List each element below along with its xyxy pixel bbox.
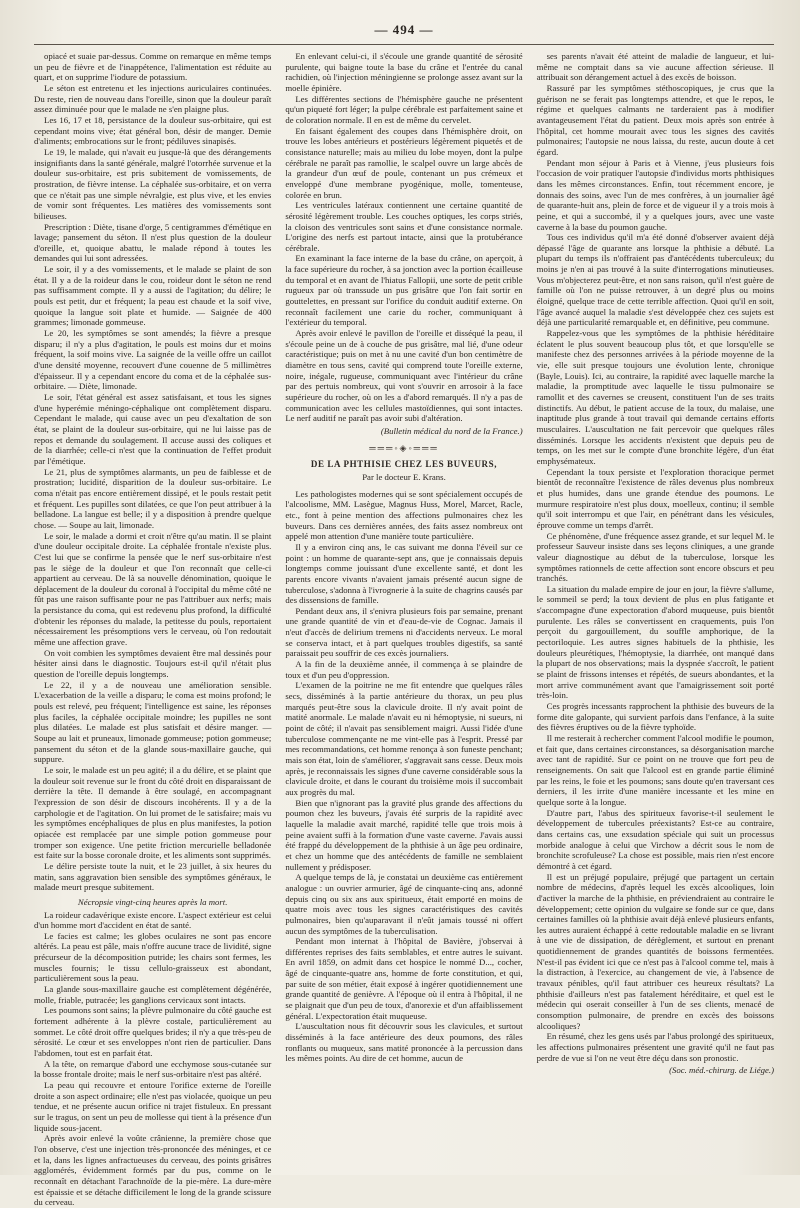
paragraph: Cependant la toux persiste et l'exploration thoracique permet bientôt de reconnaître l'existence de râles devenus plus nombreux et plus humides, dans une grande étendue des poumons. Le murmure respiratoire n'est plus doux, moelleux, continu; il semble qu'il soit interrompu et que l'air, en pénétrant dans les vésicules, éprouve comme un temps d'arrêt.: [536, 466, 774, 530]
paragraph: La peau qui recouvre et entoure l'orifice externe de l'oreille droite a son aspect ordinaire; elle n'est pas violacée, quoique un peu tendue, et ne présente aucun orifice ni trajet fistuleux. En pressant sur le tragus, on sent un peu de mollesse qui tient à la présence d'un liquide sous-jacent.: [34, 1080, 272, 1133]
column-left: [34, 51, 272, 1208]
article-title: DE LA PHTHISIE CHEZ LES BUVEURS,: [310, 459, 498, 470]
paragraph: D'autre part, l'abus des spiritueux favorise-t-il seulement le développement de tubercules préexistants? Est-ce au contraire, dans certains cas, une exsudation spéciale qui suit un processus morbide analogue à celui que Virchow a décrit sous le nom de bronchite scrofuleuse? La chose est possible, mais rien n'est encore démontré à cet égard.: [536, 807, 774, 871]
paragraph: L'examen de la poitrine ne me fit entendre que quelques râles secs, disséminés à la partie antérieure du thorax, un peu plus marqués peut-être sous la clavicule droite. Il n'y avait point de matité anormale. Le malade n'avait eu ni hémoptysie, ni sueurs, ni point de côté; il n'avait pas sensiblement maigri. Aussi l'idée d'une tuberculose commençante ne me vint-elle pas à l'esprit. Pressé par mes recommandations, cet homme renonça à son funeste penchant; mais son état, loin de s'améliorer, s'aggravait sans cesse. Deux mois après, je reconnaissais les signes d'une caverne considérable sous la clavicule droite, et dans le courant du troisième mois il succombait aux progrès du mal.: [285, 680, 523, 797]
paragraph: Il me resterait à rechercher comment l'alcool modifie le poumon, et fait que, dans certaines circonstances, sa désorganisation marche avec tant de rapidité. Sur ce point on ne trouve que fort peu de renseignements. On sait que l'alcool est en grande partie éliminé par les reins, le foie et les poumons; sans doute qu'en traversant ces derniers, il les irrite d'une manière incessante et les mine en quelque sorte à la longue.: [536, 733, 774, 807]
paragraph: En faisant également des coupes dans l'hémisphère droit, on trouve les lobes antérieurs et postérieurs légèrement piquetés et de consistance naturelle; mais au milieu du lobe moyen, dont la pulpe cérébrale ne paraît pas ramollie, le scalpel ouvre un large abcès de la grandeur d'un œuf de poule, contenant un pus crémeux et enveloppé d'une membrane pyogénique, molle, tomenteuse, colorée en brun.: [285, 125, 523, 200]
paragraph: Pendant mon internat à l'hôpital de Bavière, j'observai à différentes reprises des faits semblables, et entre autres le suivant. En avril 1859, on admit dans cet hospice le nommé D..., cocher, âgé de cinquante-quatre ans, homme de forte constitution, et qui, par suite de son métier, était exposé à ingérer quotidiennement une grande quantité de genièvre. A l'époque où il entra à l'hôpital, il ne se plaignait que d'un peu de toux, d'anorexie et d'un affaiblissement général. L'expectoration était muqueuse.: [285, 936, 523, 1021]
paragraph: L'auscultation nous fit découvrir sous les clavicules, et surtout disséminés à la face antérieure des deux poumons, des râles ronflants ou muqueux, sans matité prononcée à la percussion dans les mêmes points. Au dire de cet homme, aucun de: [285, 1021, 523, 1064]
paragraph: La roideur cadavérique existe encore. L'aspect extérieur est celui d'un homme mort d'accident en état de santé.: [34, 909, 272, 931]
page-header: [34, 22, 774, 45]
paragraph: Le facies est calme; les globes oculaires ne sont pas encore altérés. La peau est pâle, mais n'offre aucune trace de lividité, signe précurseur de la décomposition putride; les chairs sont fermes, les muscles fournis; le tissu cellulo-graisseux est abondant, particulièrement sous la peau.: [34, 930, 272, 984]
paragraph: En examinant la face interne de la base du crâne, on aperçoit, à la face supérieure du rocher, à sa jonction avec la portion écailleuse du temporal et en avant de l'hiatus Fallopii, une sorte de petit crible rugueux par où transsude un pus grisâtre que l'on fait sortir en gouttelettes, en pressant sur l'orifice du conduit auditif externe. On reconnaît facilement une carie du rocher, communiquant à l'extérieur du temporal.: [285, 253, 523, 328]
paragraph: Rappelez-vous que les symptômes de la phthisie héréditaire éclatent le plus souvent beaucoup plus tôt, et que lorsqu'elle se manifeste chez des personnes arrivées à la période moyenne de la vie, elle suit presque toujours une évolution lente, chronique (Bayle, Louis). Ici, au contraire, la rapidité avec laquelle marche la maladie, la promptitude avec laquelle le tissu pulmonaire se ramollit et des cavernes se creusent, constituent l'un de ses traits distinctifs. Au début, le patient accuse de la toux, du malaise, une inaptitude plus grande à tout travail qui demande certains efforts musculaires. L'auscultation ne fait percevoir que quelques râles disséminés. Lorsque les accidents n'existent que depuis peu de temps, on les met sur le compte d'une bronchite légère, d'un état emphysémateux.: [536, 328, 774, 466]
paragraph: En résumé, chez les gens usés par l'abus prolongé des spiritueux, les affections pulmonaires présentent une gravité qu'il ne faut pas perdre de vue si l'on ne veut être déçu dans son pronostic.: [536, 1031, 774, 1063]
article-abscess-case-part1: [34, 51, 271, 893]
paragraph: Les 16, 17 et 18, persistance de la douleur sus-orbitaire, qui est cependant moins vive; état général bon, désir de manger. Demie d'aliments; embrocations sur le front; pédiluves sinapisés.: [34, 114, 272, 147]
paragraph: A la tête, on remarque d'abord une ecchymose sous-cutanée sur la bosse frontale droite; mais le nerf sus-orbitaire n'est pas altéré.: [34, 1058, 272, 1080]
necropsy-subtitle: Nécropsie vingt-cinq heures après la mort.: [77, 896, 228, 907]
article-phthisis-part2: [537, 51, 774, 1063]
article-abscess-case-part2: [285, 51, 522, 424]
paragraph: Le soir, l'état général est assez satisfaisant, et tous les signes d'une hyperémie méningo-céphalique ont complètement disparu. Cependant le malade, qui cause avec un peu d'exaltation de son état, se plaint de la douleur sus-orbitaire, qui ne lui laisse pas de repos et demande du soulagement. Il accuse aussi des coliques et de la diarrhée; celle-ci n'est que la continuation de l'effet produit par l'émétique.: [34, 392, 272, 466]
article-byline: Par le docteur E. Krans.: [362, 471, 446, 482]
paragraph: Le soir, il y a des vomissements, et le malade se plaint de son état. Il y a de la roideur dans le cou, roideur dont le séton ne rend pas suffisamment compte. Il y a aussi de l'agitation; du délire; le pouls est petit, dur et fréquent; la peau est chaude et la soif vive, quoique la langue soit plate et humide. — Saignée de 400 grammes; limonade gommeuse.: [34, 264, 272, 328]
citation-bulletin: (Bulletin médical du nord de la France.): [380, 425, 523, 436]
paragraph: Ces progrès incessants rapprochent la phthisie des buveurs de la forme dite galopante, qui survient parfois dans l'enfance, à la suite des fièvres éruptives ou de la fièvre typhoïde.: [536, 701, 774, 733]
page-number: — 494 —: [374, 22, 434, 37]
column-middle: [285, 51, 522, 1161]
text-columns: [34, 51, 774, 1208]
paragraph: Le séton est entretenu et les injections auriculaires continuées. Du reste, rien de nouveau dans l'oreille, sinon que la douleur paraît assez diminuée pour que le malade ne s'en plaigne plus.: [34, 82, 272, 115]
paragraph: opiacé et suaie par-dessus. Comme on remarque en même temps un peu de fièvre et de l'inappétence, l'alimentation est réduite au quart, et on supprime l'iodure de potassium.: [34, 51, 272, 83]
paragraph: Ce phénomène, d'une fréquence assez grande, et sur lequel M. le professeur Sauveur insiste dans ses leçons cliniques, a une grande valeur diagnostique au début de la tuberculose, lorsque les symptômes rationnels de cette affection sont encore obscurs et peu tranchés.: [536, 530, 774, 584]
paragraph: Prescription : Diète, tisane d'orge, 5 centigrammes d'émétique en lavage; pansement du séton. Il n'est plus question de la douleur d'oreille, et, quoique abattu, le malade répond à toutes les demandes qui lui sont adressées.: [34, 221, 272, 264]
paragraph: Les pathologistes modernes qui se sont spécialement occupés de l'alcoolisme, MM. Lasègue, Magnus Huss, Morel, Marcet, Racle, etc., font à peine mention des affections pulmonaires chez les buveurs. Dans ces dernières années, des faits assez nombreux ont appelé mon attention d'une manière toute particulière.: [285, 488, 523, 542]
column-right: [537, 51, 774, 1161]
paragraph: Rassuré par les symptômes stéthoscopiques, je crus que la guérison ne se ferait pas longtemps attendre, et que le repos, le régime et quelques calmants ne tarderaient pas à modifier avantageusement l'état du patient. Deux mois après son entrée à l'hôpital, cet homme mourait avec tous les signes des cavités pulmonaires; l'autopsie ne nous laissa, du reste, aucun doute à cet égard.: [536, 82, 774, 157]
paragraph: Tous ces individus qu'il m'a été donné d'observer avaient déjà dépassé l'âge de quarante ans lorsque la phthisie a débuté. La plupart du temps ils n'offraient pas d'antécédents tuberculeux; du moins je n'en ai pas trouvé à la suite d'interrogations minutieuses. Vous m'objecterez peut-être, et non sans raison, qu'il n'est guère de famille où l'on ne puisse retrouver, à un degré plus ou moins éloigné, quelque trace de cette terrible affection. Quoi qu'il en soit, l'âge avancé auquel la maladie s'est développée chez ces sujets est déjà une particularité remarquable et, en définitive, peu commune.: [536, 232, 774, 328]
paragraph: Les ventricules latéraux contiennent une certaine quantité de sérosité légèrement trouble. Les couches optiques, les corps striés, la cloison des ventricules sont sains et d'une consistance normale. L'origine des nerfs est partout intacte, ainsi que la protubérance cérébrale.: [285, 200, 523, 253]
paragraph: Il y a environ cinq ans, le cas suivant me donna l'éveil sur ce point : un homme de quarante-sept ans, que je connaissais depuis longtemps comme jouissant d'une excellente santé, et dont les parents encore vivants n'avaient jamais présenté aucun signe de tuberculose, s'adonna à l'ivrognerie à la suite de chagrins causés par des dissensions de famille.: [285, 541, 523, 606]
paragraph: En enlevant celui-ci, il s'écoule une grande quantité de sérosité purulente, qui baigne toute la base du crâne et l'entrée du canal rachidien, où l'injection méningienne se prolonge assez avant sur la moelle épinière.: [285, 51, 523, 93]
paragraph: Les poumons sont sains; la plèvre pulmonaire du côté gauche est fortement adhérente à la plèvre costale, particulièrement au sommet. Le côté droit offre quelques brides; il n'y a que très-peu de sérosité. Le cœur et ses enveloppes n'ont rien de particulier. Dans l'abdomen, tout est en parfait état.: [34, 1005, 272, 1059]
paragraph: Après avoir enlevé la voûte crânienne, la première chose que l'on observe, c'est une injection très-prononcée des méninges, et ce et la, dans les lignes anfractueuses du cerveau, des points grisâtres agglomérés, évidemment formés par du pus, comme on le reconnaît en détachant l'arachnoïde de la pie-mère. La dure-mère est épaissie et se détache difficilement le long de la grande scissure du cerveau.: [34, 1133, 272, 1208]
paragraph: Le 22, il y a de nouveau une amélioration sensible. L'exacerbation de la veille a disparu; le coma est moins profond; le pouls est relevé, peu fréquent; l'intelligence est saine, les réponses plus faciles, la céphalée occipitale moindre; les pupilles ne sont plus dilatées. Le malade est plus satisfait et désire manger. — Soupe au lait et pruneaux, limonade gommeuse; potion gommeuse; pansement du séton et de la glande sous-maxillaire gauche, qui suppure.: [34, 679, 272, 765]
paragraph: Bien que n'ignorant pas la gravité plus grande des affections du poumon chez les buveurs, j'avais été surpris de la rapidité avec laquelle la maladie avait marché, rapidité telle que trois mois à peine avaient suffi à la formation d'une vaste caverne. J'avais aussi été frappé du développement de la phthisie à un âge peu ordinaire, et chez un homme que des antécédents de famille ne semblaient nullement y prédisposer.: [285, 797, 523, 872]
paragraph: Les différentes sections de l'hémisphère gauche ne présentent qu'un piqueté fort léger; la pulpe cérébrale est parfaitement saine et de coloration normale. Il en est de même du cervelet.: [285, 93, 523, 125]
paragraph: A la fin de la deuxième année, il commença à se plaindre de toux et d'un peu d'oppression.: [285, 659, 523, 680]
paragraph: Le délire persiste toute la nuit, et le 23 juillet, à six heures du matin, sans aggravation bien sensible des symptômes généraux, le malade meurt presque subitement.: [34, 860, 272, 893]
paragraph: Le 20, les symptômes se sont amendés; la fièvre a presque disparu; il n'y a plus d'agitation, le pouls est moins dur et moins fréquent, la soif moins vive. La saignée de la veille offre un caillot d'une densité moyenne, recouvert d'une couenne de 5 millimètres d'épaisseur. Il y a cependant encore du coma et de la céphalée sus-orbitaire. — Diète, limonade.: [34, 328, 272, 392]
paragraph: On voit combien les symptômes devaient être mal dessinés pour hésiter ainsi dans le diagnostic. Toujours est-il qu'il n'était plus question de l'oreille depuis longtemps.: [34, 647, 272, 680]
paragraph: Le 21, plus de symptômes alarmants, un peu de faiblesse et de prostration; lucidité, disparition de la douleur sus-orbitaire. Le coma n'était pas encore entièrement dissipé, et le pouls restait petit et fréquent. Les pupilles sont dilatées, ce que l'on peut attribuer à la belladone. La langue est belle; il y a disposition à prendre quelque chose. — Soupe au lait, limonade.: [34, 466, 272, 530]
paragraph: Le soir, le malade est un peu agité; il a du délire, et se plaint que la douleur soit revenue sur le front du côté droit en disparaissant de derrière la tête. Il demande à être soulagé, en accompagnant l'expression de son désir de discours incohérents. Il y a de la carphologie et de l'agitation. On lui promet de le satisfaire; mais vu les symptômes encéphaliques de plus en plus manifestes, la potion opiacée est remplacée par une simple potion gommeuse pour tromper son exigence. Une petite friction mercurielle belladonée est faite sur la bosse coronale droite, et les aliments sont supprimés.: [34, 764, 272, 861]
paragraph: Pendant deux ans, il s'enivra plusieurs fois par semaine, prenant une grande quantité de vin et d'eau-de-vie de Cognac. Jamais il n'eut d'accès de delirium tremens ni d'accidents nerveux. Le moral se conserva intact, et à part quelques troubles digestifs, sa santé paraissait peu souffrir de ces excès journaliers.: [285, 605, 523, 659]
paragraph: Après avoir enlevé le pavillon de l'oreille et disséqué la peau, il s'écoule peine un de à couche de pus grisâtre, mal lié, d'une odeur caractéristique; puis on met à nu une cavité d'un bon centimètre de diamètre en tous sens, cavité qui comprend toute l'oreille externe, noire, inégale, rugueuse, communiquant avec l'intérieur du crâne par des pertuis nombreux, qui vont s'ouvrir en arrosoir à la face supérieure du rocher, où on les a d'abord remarqués. Il n'y a pas de communication avec les cellules mastoïdiennes, qui sont intactes. Le nerf auditif ne paraît pas avoir subi d'altération.: [285, 328, 523, 424]
paragraph: Pendant mon séjour à Paris et à Vienne, j'eus plusieurs fois l'occasion de voir pratiquer l'autopsie d'individus morts phthisiques dans les mêmes circonstances. Enfin, tout récemment encore, je donnais des soins, avec l'un de mes confrères, à un journalier âgé de quarante-huit ans, plein de force et de vigueur il y a trois mois à peine, et qui a succombé, il y a quelques jours, avec une vaste caverne à la base du poumon gauche.: [536, 157, 774, 232]
citation-societe: (Soc. méd.-chirurg. de Liége.): [669, 1065, 774, 1076]
paragraph: Le 19, le malade, qui n'avait eu jusque-là que des dérangements insignifiants dans la santé générale, malgré l'otorrhée survenue et la douleur sus-orbitaire, est pris subitement de vomissements, de prostration, de fièvre intense. La céphalée sus-orbitaire, et on verra que ce n'était pas une simple névralgie, est plus vive, et les envies de vomir sont fréquentes. Les matières des vomissements sont bilieuses.: [34, 146, 272, 221]
paragraph: La situation du malade empire de jour en jour, la fièvre s'allume, le sommeil se perd; la toux devient de plus en plus fatigante et s'accompagne d'une expectoration d'abord muqueuse, puis bientôt purulente. Les râles se convertissent en craquements, puis l'on perçoit du gargouillement, du souffle amphorique, de la pectoriloquie. Les autres signes habituels de la phthisie, les douleurs pleurétiques, l'hémoptysie, la diarrhée, ont manqué dans la plupart de nos observations; mais la dyspnée s'accroît, le patient se plaint de frissons intenses et répétés, de sueurs abondantes, et la mort arrive communément avant que l'amaigrissement soit porté très-loin.: [536, 583, 774, 701]
paragraph: A quelque temps de là, je constatai un deuxième cas entièrement analogue : un ouvrier armurier, âgé de cinquante-cinq ans, adonné depuis cinq ou six ans aux spiritueux, était emporté en moins de quatre mois avec tous les signes caractéristiques des cavités pulmonaires, bien qu'auparavant il n'eût jamais toussé ni offert aucun des symptômes de la tuberculisation.: [285, 872, 523, 936]
paragraph: La glande sous-maxillaire gauche est complètement dégénérée, molle, friable, putracée; les ganglions cervicaux sont intacts.: [34, 984, 272, 1005]
paragraph: Il est un préjugé populaire, préjugé que partagent un certain nombre de médecins, d'après lequel les excès alcooliques, loin d'activer la marche de la phthisie, en préviendraient au contraire le développement; cette opinion du vulgaire se fonde sur ce que, dans certaines familles où la phthisie avait déjà enlevé plusieurs enfants, les autres auraient échappé à cette redoutable maladie en se livrant à une vie de dissipation, de dérèglement, et surtout en prenant quotidiennement de grandes quantités de boissons fermentées. N'est-il pas évident ici que ce n'est pas à l'alcool comme tel, mais à la distraction, à l'exercice, au changement de vie, à l'absence de travaux pénibles, qu'il faut attribuer ces heureux résultats? La phthisie d'ailleurs n'est pas fatalement héréditaire, et quel est le médecin qui oserait conseiller à l'un de ses clients, menacé de consomption pulmonaire, de prendre en excès des boissons alcooliques?: [536, 871, 774, 1031]
section-ornament: ═══◦◈◦═══: [369, 442, 439, 453]
paragraph: ses parents n'avait été atteint de maladie de langueur, et lui-même ne comptait dans sa vie aucune affection sérieuse. Il attribuait son dérangement actuel à des excès de boisson.: [536, 51, 774, 83]
paragraph: Le soir, le malade a dormi et croit n'être qu'au matin. Il se plaint d'une douleur occipitale droite. La céphalée frontale n'existe plus. C'est lui que se confirme la pensée que le nerf sus-orbitaire n'est pas le siège de la douleur et que l'on reconnaît que celle-ci appartient au cerveau. De là sa nouvelle dénomination, quoique le déplacement de la douleur du coronal à l'occipital du même côté ne fût pas une raison suffisante pour ne pas l'attribuer aux nerfs; mais la persistance du coma, qui est redevenu plus profond, la difficulté d'obtenir les réponses du malade, la petitesse du pouls, reportaient nécessairement les présomptions vers le cerveau, où l'on redoutait même une affection grave.: [34, 530, 272, 648]
article-phthisis-part1: [285, 489, 522, 1064]
article-abscess-necropsy: [34, 910, 271, 1208]
